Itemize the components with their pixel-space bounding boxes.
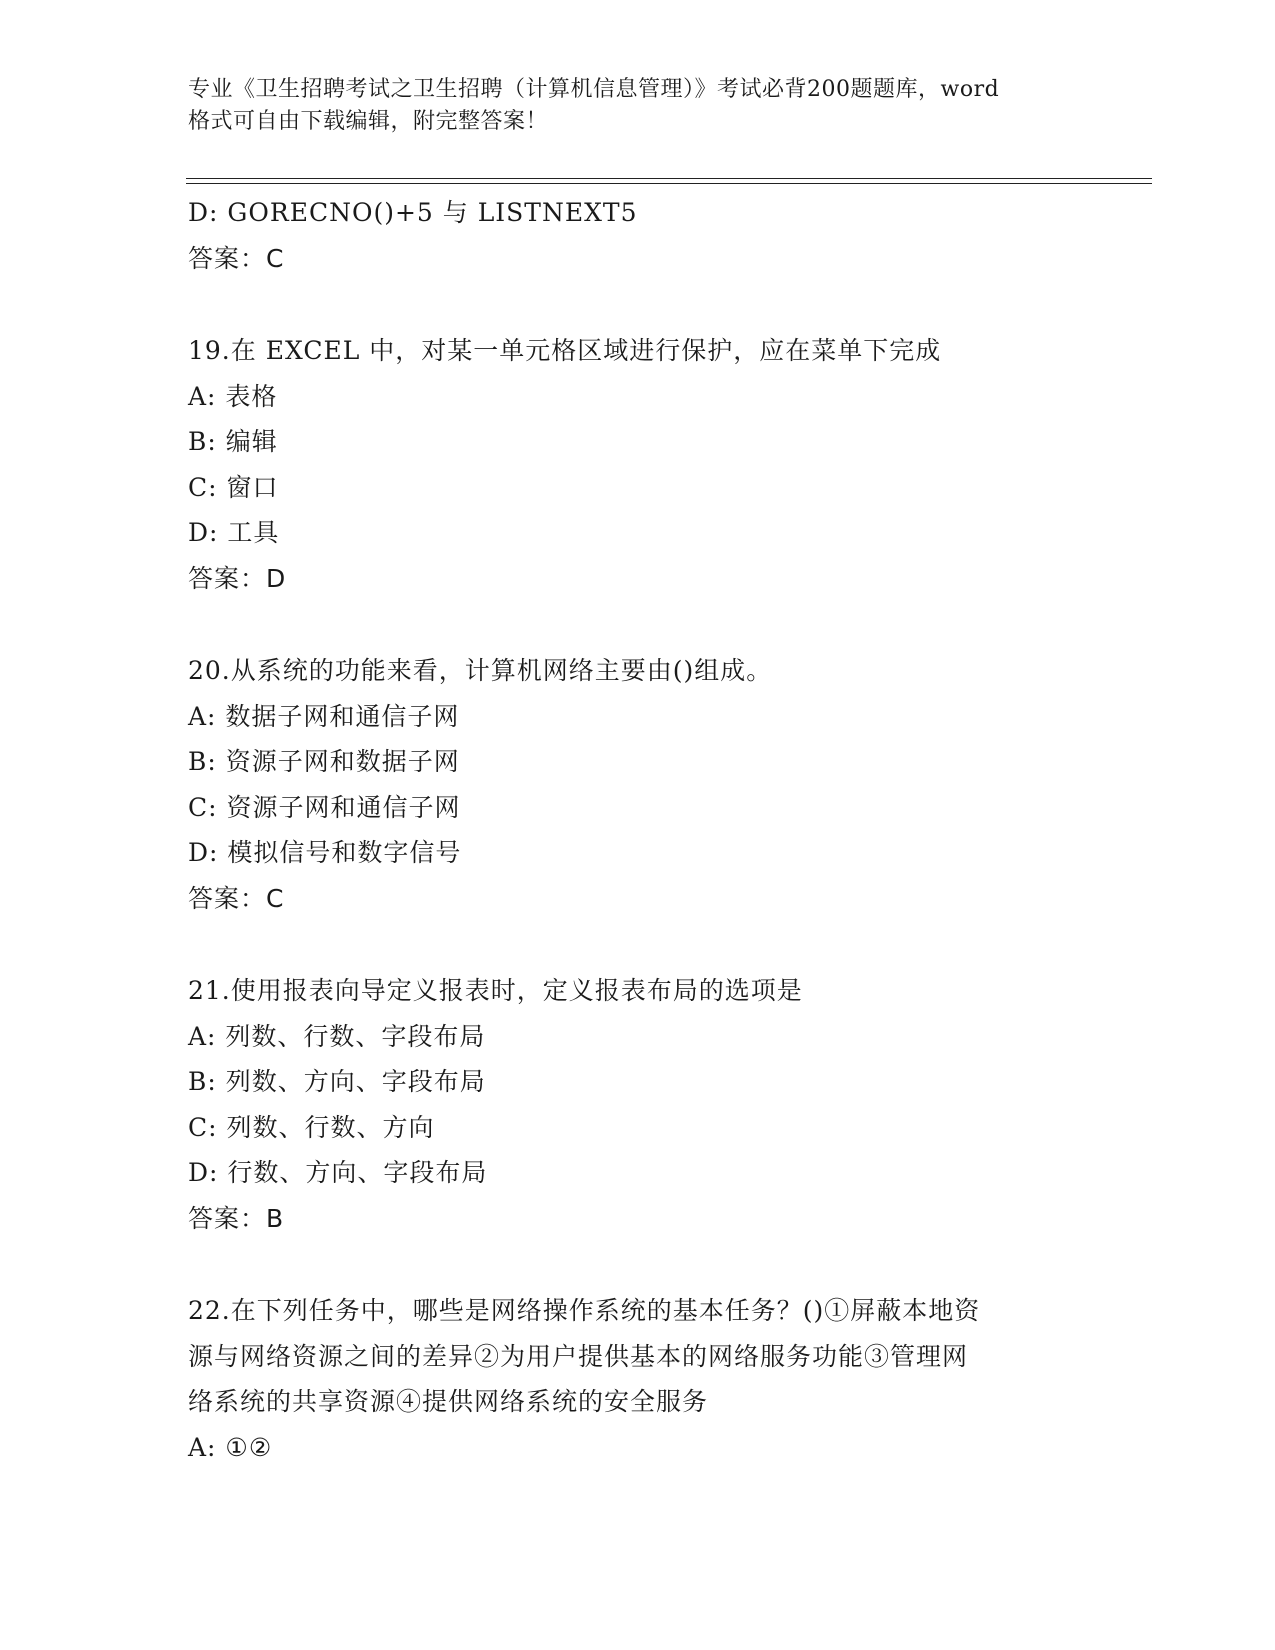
- option-b: B: 列数、方向、字段布局: [188, 1067, 486, 1096]
- question-20: [188, 648, 1088, 921]
- option-d: D: 模拟信号和数字信号: [188, 838, 462, 867]
- answer: 答案：C: [188, 883, 285, 913]
- header-rule-top: [186, 178, 1152, 179]
- question-19: [188, 328, 1088, 601]
- option-c: C: 窗口: [188, 472, 279, 502]
- header-line-1: 专业《卫生招聘考试之卫生招聘（计算机信息管理）》考试必背200题题库，word: [188, 77, 1000, 102]
- option-b: B: 编辑: [188, 427, 278, 456]
- option-d: D: 工具: [188, 518, 280, 547]
- option-a: A: 数据子网和通信子网: [188, 701, 460, 731]
- header-line-2: 格式可自由下载编辑，附完整答案！: [188, 109, 549, 134]
- question-22: [188, 1288, 1088, 1470]
- option-a: A: 列数、行数、字段布局: [188, 1021, 486, 1051]
- option-b: B: 资源子网和数据子网: [188, 747, 460, 776]
- question-stem-line-2: 源与网络资源之间的差异②为用户提供基本的网络服务功能③管理网: [188, 1341, 969, 1371]
- question-stem: 21.使用报表向导定义报表时，定义报表布局的选项是: [188, 976, 803, 1005]
- option-d: D: 行数、方向、字段布局: [188, 1158, 488, 1187]
- answer: 答案：B: [188, 1203, 285, 1233]
- q18-option-d: D: GORECNO()+5 与 LISTNEXT5: [188, 198, 638, 227]
- question-content: [188, 190, 1088, 1470]
- option-a: A: ①②: [188, 1432, 273, 1462]
- document-header: [188, 74, 1088, 138]
- question-21: [188, 968, 1088, 1241]
- option-c: C: 资源子网和通信子网: [188, 792, 461, 822]
- option-c: C: 列数、行数、方向: [188, 1112, 435, 1142]
- question-stem: 19.在 EXCEL 中，对某一单元格区域进行保护，应在菜单下完成: [188, 336, 942, 365]
- q18-answer: 答案：C: [188, 243, 285, 273]
- question-stem: 20.从系统的功能来看，计算机网络主要由()组成。: [188, 656, 773, 685]
- option-a: A: 表格: [188, 381, 278, 411]
- question-stem-line-3: 络系统的共享资源④提供网络系统的安全服务: [188, 1387, 709, 1416]
- question-stem-line-1: 22.在下列任务中，哪些是网络操作系统的基本任务？()①屏蔽本地资: [188, 1296, 981, 1325]
- answer: 答案：D: [188, 563, 287, 593]
- header-rule-bottom: [186, 183, 1152, 184]
